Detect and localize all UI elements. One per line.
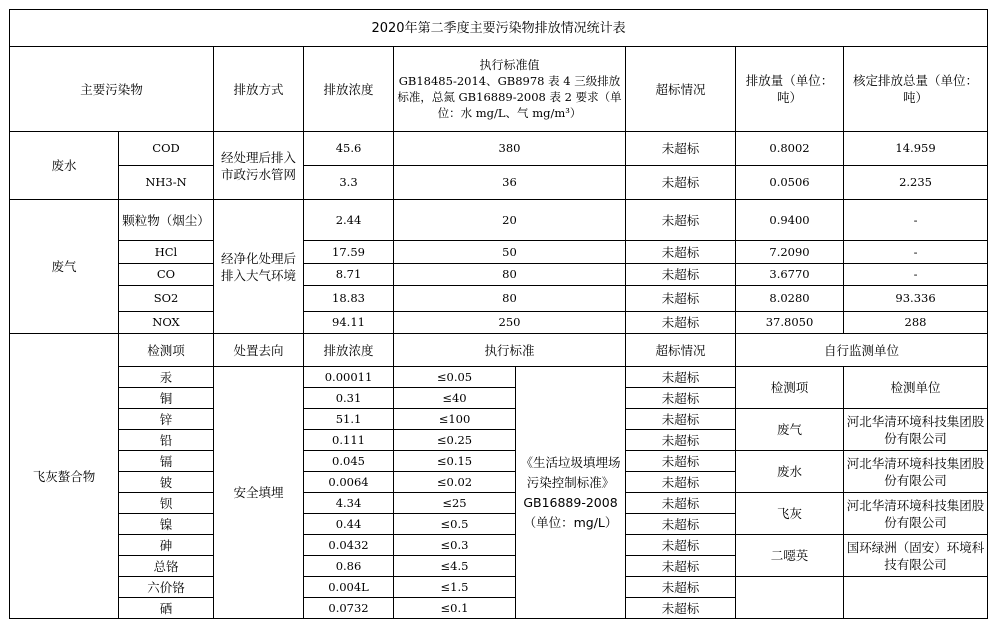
fa-limit: ≤0.5 <box>394 514 516 535</box>
wg-total: 93.336 <box>844 286 988 312</box>
header-exceed: 超标情况 <box>626 47 736 132</box>
fa-status: 未超标 <box>626 514 736 535</box>
fa-conc: 0.0064 <box>304 472 394 493</box>
ww-total: 2.235 <box>844 166 988 200</box>
header-method: 排放方式 <box>214 47 304 132</box>
wg-conc: 18.83 <box>304 286 394 312</box>
fa-limit: ≤25 <box>394 493 516 514</box>
fa-status: 未超标 <box>626 598 736 619</box>
wg-std: 250 <box>394 312 626 334</box>
fa-status: 未超标 <box>626 577 736 598</box>
fa-limit: ≤0.05 <box>394 367 516 388</box>
wg-item: SO2 <box>119 286 214 312</box>
monitor-empty <box>844 577 988 619</box>
fa-limit: ≤0.25 <box>394 430 516 451</box>
wastegas-category: 废气 <box>10 200 119 334</box>
fa-limit: ≤0.3 <box>394 535 516 556</box>
fa-item: 硒 <box>119 598 214 619</box>
fa-conc: 0.31 <box>304 388 394 409</box>
fa-item: 砷 <box>119 535 214 556</box>
fa-status: 未超标 <box>626 388 736 409</box>
fa-status: 未超标 <box>626 556 736 577</box>
wg-item: 颗粒物（烟尘） <box>119 200 214 241</box>
ww-status: 未超标 <box>626 166 736 200</box>
wg-status: 未超标 <box>626 200 736 241</box>
wg-amount: 7.2090 <box>736 241 844 264</box>
fa-limit: ≤0.1 <box>394 598 516 619</box>
flyash-header-disposal: 处置去向 <box>214 334 304 367</box>
fa-limit: ≤100 <box>394 409 516 430</box>
fa-item: 镍 <box>119 514 214 535</box>
wg-item: HCl <box>119 241 214 264</box>
flyash-header-item: 检测项 <box>119 334 214 367</box>
fa-status: 未超标 <box>626 451 736 472</box>
header-emission: 排放量（单位：吨） <box>736 47 844 132</box>
wg-total: - <box>844 241 988 264</box>
wg-status: 未超标 <box>626 264 736 286</box>
fa-conc: 4.34 <box>304 493 394 514</box>
fa-conc: 0.004L <box>304 577 394 598</box>
monitor-unit: 河北华清环境科技集团股份有限公司 <box>844 409 988 451</box>
ww-item: COD <box>119 132 214 166</box>
monitor-item: 飞灰 <box>736 493 844 535</box>
wg-total: - <box>844 200 988 241</box>
fa-limit: ≤1.5 <box>394 577 516 598</box>
ww-amount: 0.0506 <box>736 166 844 200</box>
monitor-unit: 河北华清环境科技集团股份有限公司 <box>844 493 988 535</box>
fa-limit: ≤40 <box>394 388 516 409</box>
flyash-disposal: 安全填埋 <box>214 367 304 619</box>
fa-item: 钡 <box>119 493 214 514</box>
header-standard-desc: GB18485-2014、GB8978 表 4 三级排放标准，总氮 GB16889-2008 表 2 要求（单位：水 mg/L、气 mg/m³） <box>397 74 622 120</box>
fa-conc: 0.0432 <box>304 535 394 556</box>
wg-std: 80 <box>394 264 626 286</box>
header-total: 核定排放总量（单位：吨） <box>844 47 988 132</box>
wg-total: - <box>844 264 988 286</box>
fa-item: 铜 <box>119 388 214 409</box>
wg-conc: 8.71 <box>304 264 394 286</box>
fa-status: 未超标 <box>626 535 736 556</box>
ww-conc: 45.6 <box>304 132 394 166</box>
monitor-header-item: 检测项 <box>736 367 844 409</box>
fa-item: 锌 <box>119 409 214 430</box>
wg-std: 20 <box>394 200 626 241</box>
fa-conc: 0.111 <box>304 430 394 451</box>
wg-status: 未超标 <box>626 312 736 334</box>
fa-item: 镉 <box>119 451 214 472</box>
wg-total: 288 <box>844 312 988 334</box>
ww-std: 36 <box>394 166 626 200</box>
wastegas-method: 经净化处理后排入大气环境 <box>214 200 304 334</box>
table-title: 2020年第二季度主要污染物排放情况统计表 <box>10 10 988 47</box>
flyash-standard-note: 《生活垃圾填埋场污染控制标准》GB16889-2008（单位：mg/L） <box>516 367 626 619</box>
fa-limit: ≤4.5 <box>394 556 516 577</box>
header-standard <box>394 47 626 132</box>
header-pollutant: 主要污染物 <box>10 47 214 132</box>
monitor-header-unit: 检测单位 <box>844 367 988 409</box>
ww-amount: 0.8002 <box>736 132 844 166</box>
monitor-item: 废气 <box>736 409 844 451</box>
wg-conc: 17.59 <box>304 241 394 264</box>
ww-total: 14.959 <box>844 132 988 166</box>
fa-conc: 0.00011 <box>304 367 394 388</box>
header-standard-title: 执行标准值 <box>479 58 540 72</box>
fa-limit: ≤0.15 <box>394 451 516 472</box>
fa-conc: 0.86 <box>304 556 394 577</box>
wg-amount: 8.0280 <box>736 286 844 312</box>
flyash-category: 飞灰螯合物 <box>10 334 119 619</box>
flyash-header-monitor: 自行监测单位 <box>736 334 988 367</box>
wg-amount: 0.9400 <box>736 200 844 241</box>
monitor-unit: 河北华清环境科技集团股份有限公司 <box>844 451 988 493</box>
ww-conc: 3.3 <box>304 166 394 200</box>
wg-std: 80 <box>394 286 626 312</box>
fa-status: 未超标 <box>626 430 736 451</box>
fa-limit: ≤0.02 <box>394 472 516 493</box>
fa-status: 未超标 <box>626 493 736 514</box>
fa-item: 铍 <box>119 472 214 493</box>
monitor-unit: 国环绿洲（固安）环境科技有限公司 <box>844 535 988 577</box>
wg-amount: 37.8050 <box>736 312 844 334</box>
monitor-item: 废水 <box>736 451 844 493</box>
monitor-item: 二噁英 <box>736 535 844 577</box>
fa-item: 汞 <box>119 367 214 388</box>
wg-amount: 3.6770 <box>736 264 844 286</box>
wg-conc: 94.11 <box>304 312 394 334</box>
flyash-header-exceed: 超标情况 <box>626 334 736 367</box>
flyash-header-std: 执行标准 <box>394 334 626 367</box>
fa-item: 总铬 <box>119 556 214 577</box>
ww-status: 未超标 <box>626 132 736 166</box>
monitor-empty <box>736 577 844 619</box>
wg-status: 未超标 <box>626 286 736 312</box>
header-concentration: 排放浓度 <box>304 47 394 132</box>
fa-item: 铅 <box>119 430 214 451</box>
wg-conc: 2.44 <box>304 200 394 241</box>
fa-conc: 0.0732 <box>304 598 394 619</box>
ww-item: NH3-N <box>119 166 214 200</box>
fa-conc: 51.1 <box>304 409 394 430</box>
wg-status: 未超标 <box>626 241 736 264</box>
fa-status: 未超标 <box>626 367 736 388</box>
wg-item: CO <box>119 264 214 286</box>
ww-std: 380 <box>394 132 626 166</box>
fa-conc: 0.44 <box>304 514 394 535</box>
wastewater-category: 废水 <box>10 132 119 200</box>
wastewater-method: 经处理后排入市政污水管网 <box>214 132 304 200</box>
fa-status: 未超标 <box>626 472 736 493</box>
fa-status: 未超标 <box>626 409 736 430</box>
wg-std: 50 <box>394 241 626 264</box>
flyash-header-conc: 排放浓度 <box>304 334 394 367</box>
pollutant-table <box>9 9 988 619</box>
fa-item: 六价铬 <box>119 577 214 598</box>
wg-item: NOX <box>119 312 214 334</box>
fa-conc: 0.045 <box>304 451 394 472</box>
